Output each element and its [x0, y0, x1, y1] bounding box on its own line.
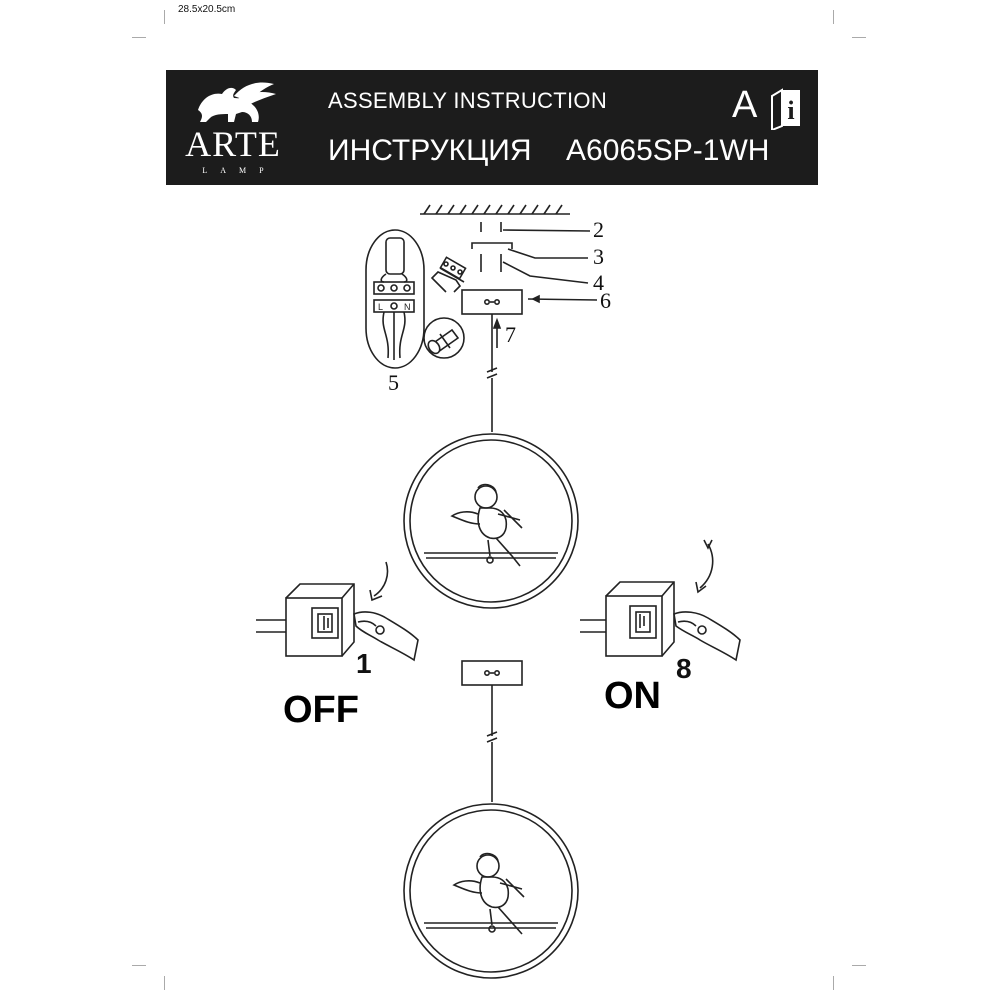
- lamp-ring-top: [404, 434, 578, 608]
- callout-1: 1: [356, 648, 372, 679]
- brand-logo-text: ARTE: [185, 124, 281, 164]
- wire-connector: [432, 257, 466, 292]
- info-letter: i: [787, 96, 795, 125]
- wall-switch-on: [580, 582, 674, 656]
- callout-2: 2: [593, 217, 604, 242]
- callout-7: 7: [505, 322, 516, 347]
- svg-text:L: L: [378, 302, 384, 312]
- wall-switch-off: [256, 584, 354, 656]
- suspension-cable-bottom: [487, 685, 497, 802]
- rotate-arrow-off: [370, 562, 388, 600]
- cherub-figure-bottom: [454, 854, 524, 934]
- state-on-label: ON: [604, 675, 661, 717]
- terminal-block-detail: [366, 230, 424, 368]
- state-off-label: OFF: [283, 689, 359, 731]
- language-letter: A: [732, 84, 758, 126]
- callout-5: 5: [388, 370, 399, 395]
- screw-detail: [424, 318, 464, 358]
- ceiling-hatch: [420, 205, 570, 214]
- canopy: [462, 290, 522, 314]
- page-size-note: 28.5x20.5cm: [178, 4, 236, 15]
- title-english: ASSEMBLY INSTRUCTION: [328, 88, 608, 113]
- model-number: A6065SP-1WH: [566, 134, 770, 167]
- mounting-bracket: [472, 243, 512, 249]
- callout-8: 8: [676, 653, 692, 684]
- callout-4: 4: [593, 270, 604, 295]
- rotate-arrow-on: [696, 540, 713, 592]
- callout-6: 6: [600, 288, 611, 313]
- suspension-cable-top: [487, 314, 497, 432]
- title-russian: ИНСТРУКЦИЯ: [328, 134, 532, 167]
- ceiling-dowels: [481, 222, 501, 272]
- svg-text:N: N: [404, 302, 411, 312]
- brand-logo-subtext: LAMP: [202, 166, 277, 175]
- lamp-ring-bottom: [404, 804, 578, 978]
- callout-3: 3: [593, 244, 604, 269]
- canopy-bottom: [462, 661, 522, 685]
